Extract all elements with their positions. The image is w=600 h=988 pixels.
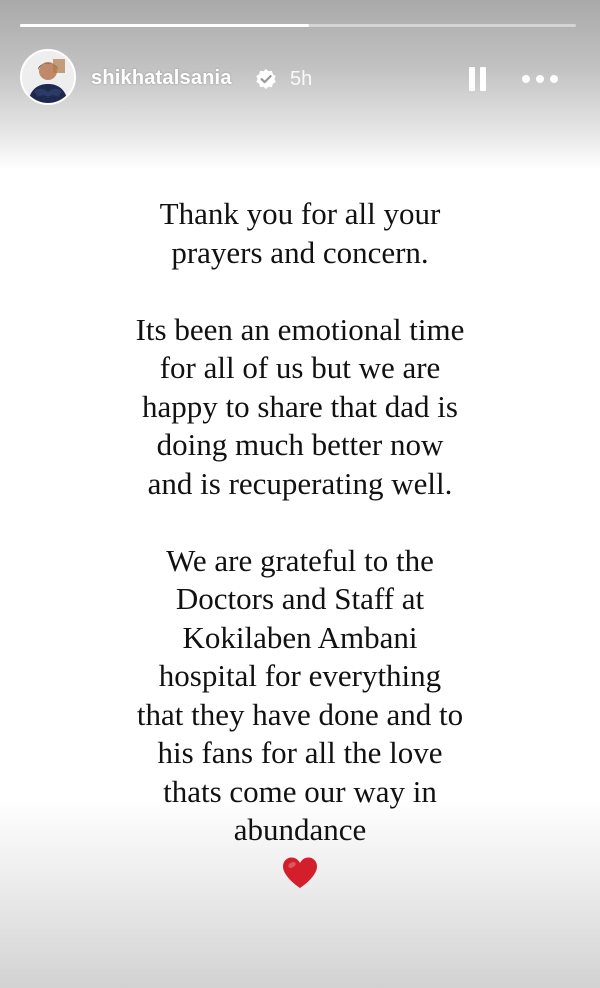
story-message xyxy=(40,195,560,850)
username[interactable]: shikhatalsania xyxy=(91,67,232,89)
more-options-icon[interactable] xyxy=(520,73,560,87)
story-time: 5h xyxy=(290,68,313,90)
message-paragraph-1: Thank you for all your prayers and concern. xyxy=(159,196,441,270)
story-progress-bar xyxy=(20,24,576,27)
red-heart-icon xyxy=(281,856,319,890)
avatar[interactable] xyxy=(20,49,76,105)
story-progress-fill xyxy=(20,24,309,27)
story-header xyxy=(20,49,576,109)
message-paragraph-3: We are grateful to the Doctors and Staff at Kokilaben Ambani hospital for everything that they have done and to his fans for all the love thats come our way in abundance xyxy=(136,542,464,847)
pause-icon[interactable] xyxy=(466,67,488,93)
avatar-photo xyxy=(22,51,74,103)
verified-badge-icon xyxy=(255,68,277,90)
message-paragraph-2: Its been an emotional time for all of us but we are happy to share that dad is doing much better now and is recuperating well. xyxy=(135,311,465,501)
